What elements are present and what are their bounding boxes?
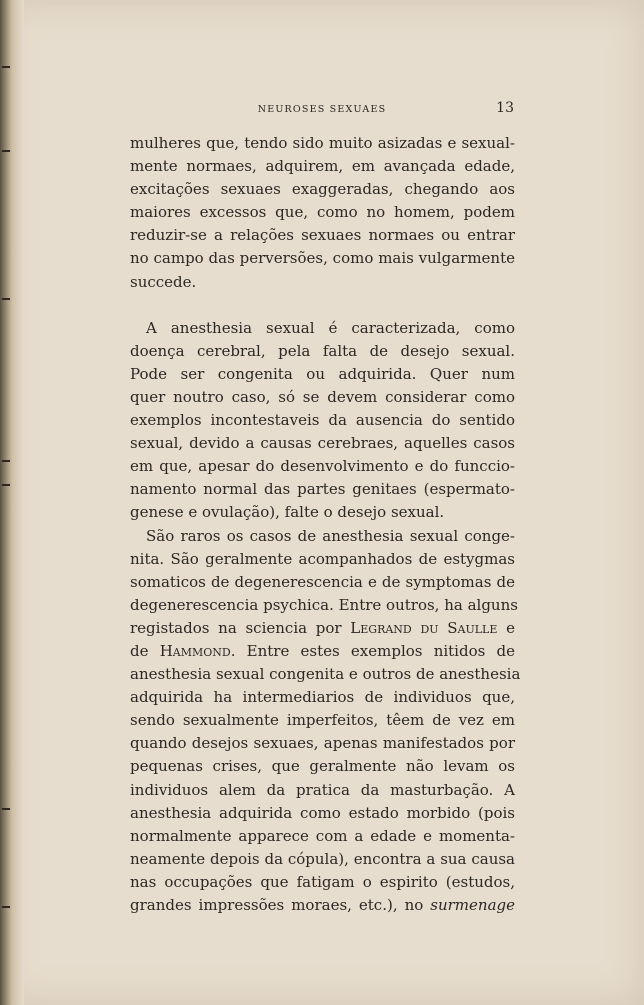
text-line: doença cerebral, pela falta de desejo sexual.: [130, 341, 515, 360]
text-line: reduzir-se a relações sexuaes normaes ou entrar: [130, 226, 515, 245]
binding-thread-mark: [2, 906, 10, 908]
book-binding: [0, 0, 24, 1005]
text-line: maiores excessos que, como no homem, podem: [130, 203, 515, 222]
binding-thread-mark: [2, 484, 10, 486]
text-line: succede.: [130, 272, 197, 291]
text-line: adquirida ha intermediarios de individuos que,: [130, 688, 515, 707]
text-line: pequenas crises, que geralmente não levam os: [130, 757, 515, 776]
text-line: namento normal das partes genitaes (espermato-: [130, 480, 515, 499]
text-fragment: . Entre estes exemplos nitidos de: [230, 641, 515, 660]
author-name: Hammond: [159, 641, 231, 660]
text-line: em que, apesar do desenvolvimento e do funccio-: [130, 457, 515, 476]
text-line: nita. São geralmente acompanhados de estygmas: [130, 549, 515, 568]
paragraph: [130, 132, 515, 294]
text-line: excitações sexuaes exaggeradas, chegando aos: [130, 180, 515, 199]
text-fragment: e: [497, 618, 515, 637]
binding-thread-mark: [2, 150, 10, 152]
text-fragment: de: [130, 641, 160, 660]
text-line: sendo sexualmente imperfeitos, têem de vez em: [130, 711, 515, 730]
text-line: genese e ovulação), falte o desejo sexual.: [130, 503, 445, 522]
paragraph: [130, 525, 521, 918]
body-text: [130, 132, 521, 917]
text-line: individuos alem da pratica da masturbação. A: [130, 780, 515, 799]
text-line: quer noutro caso, só se devem considerar como: [130, 387, 515, 406]
binding-thread-mark: [2, 460, 10, 462]
text-line: A anesthesia sexual é caracterizada, como: [146, 318, 515, 337]
text-line: anesthesia sexual congenita e outros de anesthesia: [130, 665, 521, 684]
text-line: mulheres que, tendo sido muito asizadas e sexual-: [130, 134, 515, 152]
text-line: anesthesia adquirida como estado morbido (pois: [130, 803, 515, 822]
text-line: somaticos de degenerescencia e de symptomas de: [130, 572, 515, 591]
binding-thread-mark: [2, 298, 10, 300]
text-line: exemplos incontestaveis da ausencia do sentido: [130, 411, 515, 430]
text-line: Pode ser congenita ou adquirida. Quer num: [130, 364, 515, 383]
text-line: degenerescencia psychica. Entre outros, ha alguns: [130, 595, 518, 614]
text-line: normalmente apparece com a edade e momenta-: [130, 826, 515, 845]
text-line: São raros os casos de anesthesia sexual conge-: [146, 526, 515, 545]
italic-term: surmenage: [430, 896, 515, 914]
page-number: 13: [496, 100, 514, 116]
text-line: quando desejos sexuaes, apenas manifestados por: [130, 734, 515, 753]
text-line: mente normaes, adquirem, em avançada edade,: [130, 157, 515, 176]
paragraph: [130, 317, 515, 525]
text-line: [130, 640, 515, 663]
binding-thread-mark: [2, 66, 10, 68]
text-line: sexual, devido a causas cerebraes, aquelles casos: [130, 434, 515, 453]
binding-thread-mark: [2, 808, 10, 810]
page-header: [130, 100, 514, 120]
text-fragment: registados na sciencia por: [130, 618, 351, 637]
author-name: Legrand du Saulle: [350, 618, 498, 637]
running-head: NEUROSES SEXUAES: [257, 104, 387, 115]
text-fragment: grandes impressões moraes, etc.), no: [130, 896, 431, 914]
text-line: [130, 894, 515, 917]
text-line: [130, 617, 515, 640]
text-line: neamente depois da cópula), encontra a sua causa: [130, 849, 515, 868]
text-line: nas occupações que fatigam o espirito (estudos,: [130, 872, 515, 891]
text-line: no campo das perversões, como mais vulgarmente: [130, 249, 515, 268]
